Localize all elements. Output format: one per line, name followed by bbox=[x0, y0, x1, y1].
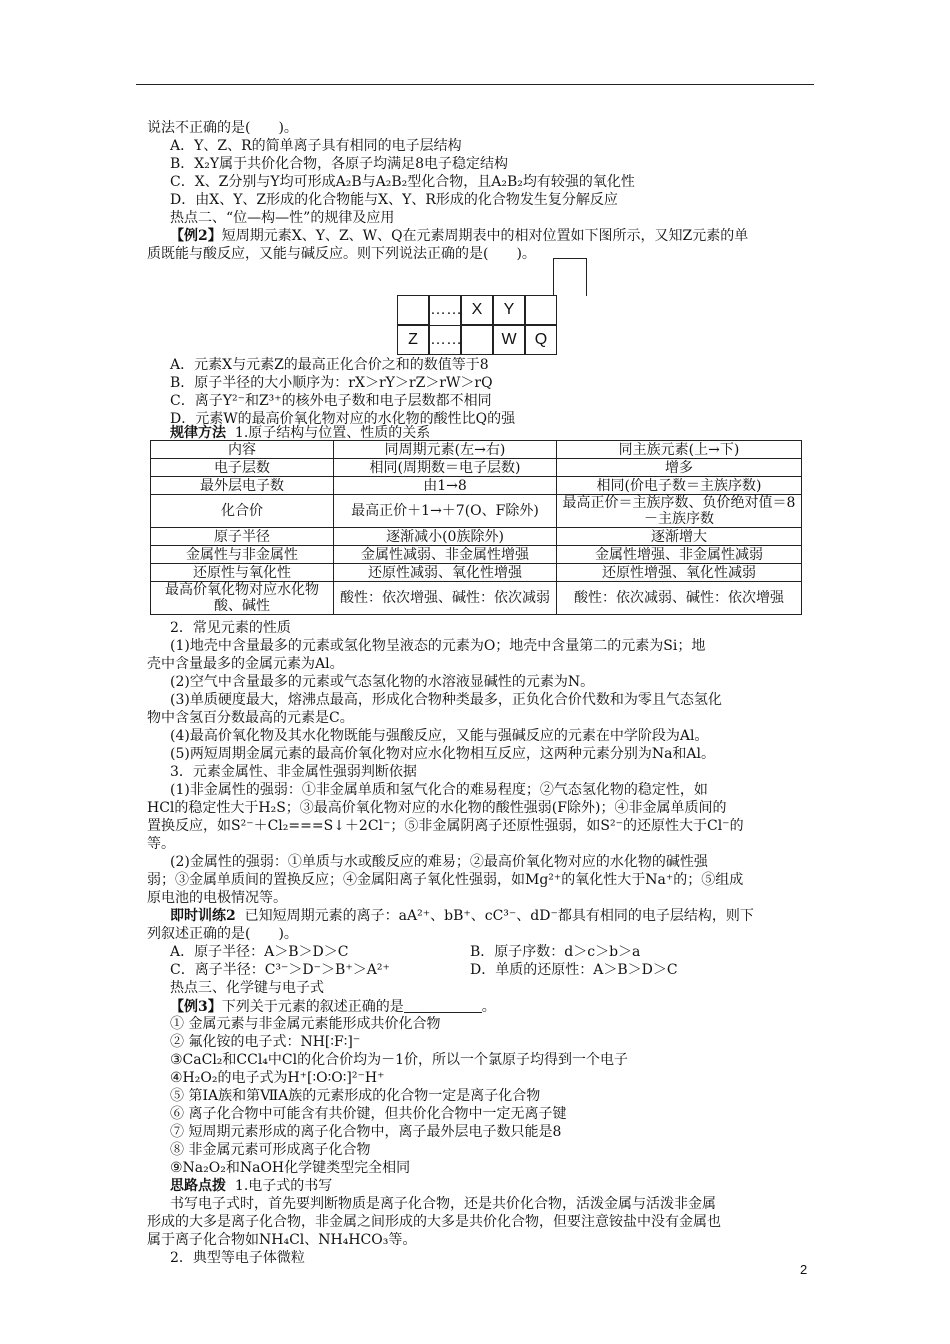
hotspot-3-heading: 热点三、化学键与电子式 bbox=[170, 980, 324, 996]
grid-cell bbox=[461, 325, 493, 355]
table-cell: 逐渐减小(0族除外) bbox=[334, 528, 557, 546]
section-3-p2a: (2)金属性的强弱：①单质与水或酸反应的难易；②最高价氧化物对应的水化物的碱性强 bbox=[170, 854, 708, 870]
table-cell: 最高价氧化物对应水化物酸、碱性 bbox=[151, 582, 334, 615]
table-cell: 最高正价＝主族序数、负价绝对值＝8－主族序数 bbox=[557, 495, 802, 528]
example-2-option-c: C．离子Y²⁻和Z³⁺的核外电子数和电子层数都不相同 bbox=[170, 393, 492, 409]
grid-cell-w: W bbox=[493, 325, 525, 355]
section-3-title: 3．元素金属性、非金属性强弱判断依据 bbox=[170, 764, 417, 780]
table-cell: 还原性减弱、氧化性增强 bbox=[334, 564, 557, 582]
example-3-item-3: ③CaCl₂和CCl₄中Cl的化合价均为－1价，所以一个氯原子均得到一个电子 bbox=[170, 1052, 629, 1068]
practice-2-text: 已知短周期元素的离子：aA²⁺、bB⁺、cC³⁻、dD⁻都具有相同的电子层结构，则下 bbox=[244, 908, 754, 924]
tips-heading bbox=[170, 1178, 332, 1195]
question-intro: 说法不正确的是( )。 bbox=[147, 120, 298, 136]
section-2-p1a: (1)地壳中含量最多的元素或氢化物呈液态的元素为O；地壳中含量第二的元素为Si；地 bbox=[170, 638, 706, 654]
example-3-item-6: ⑥ 离子化合物中可能含有共价键，但共价化合物中一定无离子键 bbox=[170, 1106, 567, 1122]
section-2-p4: (4)最高价氧化物及其水化物既能与强酸反应，又能与强碱反应的元素在中学阶段为Al。 bbox=[170, 728, 709, 744]
example-2-option-d: D．元素W的最高价氧化物对应的水化物的酸性比Q的强 bbox=[170, 411, 516, 427]
example-3-item-5: ⑤ 第ⅠA族和第ⅦA族的元素形成的化合物一定是离子化合物 bbox=[170, 1088, 541, 1104]
table-cell: 酸性：依次减弱、碱性：依次增强 bbox=[557, 582, 802, 615]
table-cell: 最外层电子数 bbox=[151, 477, 334, 495]
table-cell: 相同(周期数＝电子层数) bbox=[334, 459, 557, 477]
practice-2-line2: 列叙述正确的是( )。 bbox=[147, 926, 298, 942]
example-3-stem bbox=[170, 998, 496, 1016]
option-a: A．Y、Z、R的简单离子具有相同的电子层结构 bbox=[170, 138, 462, 154]
practice-2-option-c: C．离子半径：C³⁻＞D⁻＞B⁺＞A²⁺ bbox=[170, 962, 390, 978]
table-cell: 化合价 bbox=[151, 495, 334, 528]
grid-top-cell bbox=[553, 258, 587, 296]
practice-2-tag: 即时训练2 bbox=[170, 908, 236, 924]
tips-tag: 思路点拨 bbox=[170, 1178, 226, 1194]
table-row bbox=[151, 477, 802, 495]
answer-blank bbox=[404, 998, 482, 1013]
table-cell: 金属性减弱、非金属性增强 bbox=[334, 546, 557, 564]
practice-2-option-d: D．单质的还原性：A＞B＞D＞C bbox=[470, 962, 678, 978]
section-2-p2: (2)空气中含量最多的元素或气态氢化物的水溶液显碱性的元素为N。 bbox=[170, 674, 595, 690]
section-2-title: 2．常见元素的性质 bbox=[170, 620, 291, 636]
example-2-tag: 【例2】 bbox=[170, 228, 222, 244]
table-cell: 逐渐增大 bbox=[557, 528, 802, 546]
table-cell: 酸性：依次增强、碱性：依次减弱 bbox=[334, 582, 557, 615]
example-3-item-2: ② 氟化铵的电子式：NH[∶F∶]⁻ bbox=[170, 1034, 361, 1050]
practice-2-option-b: B．原子序数：d＞c＞b＞a bbox=[470, 944, 641, 960]
table-row bbox=[151, 459, 802, 477]
section-3-p1d: 等。 bbox=[147, 836, 175, 852]
table-cell: 原子半径 bbox=[151, 528, 334, 546]
example-2-option-a: A．元素X与元素Z的最高正化合价之和的数值等于8 bbox=[170, 357, 489, 373]
table-cell: 金属性增强、非金属性减弱 bbox=[557, 546, 802, 564]
section-2-p5: (5)两短周期金属元素的最高价氧化物对应水化物相互反应，这两种元素分别为Na和Al。 bbox=[170, 746, 716, 762]
section-2-p3a: (3)单质硬度最大，熔沸点最高，形成化合物种类最多，正负化合价代数和为零且气态氢化 bbox=[170, 692, 722, 708]
periodic-table-grid bbox=[397, 295, 557, 355]
example-3-item-1: ① 金属元素与非金属元素能形成共价化合物 bbox=[170, 1016, 441, 1032]
table-cell: 同周期元素(左→右) bbox=[334, 441, 557, 459]
example-2-line2 bbox=[147, 246, 536, 263]
page-number: 2 bbox=[800, 1262, 808, 1277]
header-rule bbox=[136, 84, 814, 85]
table-row bbox=[151, 546, 802, 564]
section-3-p2c: 原电池的电极情况等。 bbox=[147, 890, 287, 906]
rules-table bbox=[150, 440, 802, 615]
table-cell: 电子层数 bbox=[151, 459, 334, 477]
example-2-option-b: B．原子半径的大小顺序为：rX＞rY＞rZ＞rW＞rQ bbox=[170, 375, 493, 391]
grid-cell-y: Y bbox=[493, 295, 525, 325]
example-2-text: 短周期元素X、Y、Z、W、Q在元素周期表中的相对位置如下图所示，又知Z元素的单 bbox=[221, 228, 749, 244]
example-3-item-4: ④H₂O₂的电子式为H⁺[∶O∶O∶]²⁻H⁺ bbox=[170, 1070, 385, 1086]
grid-cell-dots: …… bbox=[429, 295, 461, 325]
example-2-text2: 质既能与酸反应，又能与碱反应。则下列说法正确的是( )。 bbox=[147, 246, 536, 262]
example-3-item-8: ⑧ 非金属元素可形成离子化合物 bbox=[170, 1142, 371, 1158]
rules-tag: 规律方法 bbox=[170, 425, 226, 441]
grid-cell-dots: …… bbox=[429, 325, 461, 355]
table-cell: 增多 bbox=[557, 459, 802, 477]
table-row bbox=[151, 564, 802, 582]
grid-cell bbox=[525, 295, 557, 325]
option-b: B．X₂Y属于共价化合物，各原子均满足8电子稳定结构 bbox=[170, 156, 509, 172]
table-cell: 最高正价＋1→＋7(O、F除外) bbox=[334, 495, 557, 528]
table-cell: 相同(价电子数＝主族序数) bbox=[557, 477, 802, 495]
tips-p1a: 书写电子式时，首先要判断物质是离子化合物，还是共价化合物，活泼金属与活泼非金属 bbox=[170, 1196, 716, 1212]
hotspot-2-heading: 热点二、“位—构—性”的规律及应用 bbox=[170, 210, 395, 226]
example-3-tag: 【例3】 bbox=[170, 999, 222, 1015]
table-cell: 内容 bbox=[151, 441, 334, 459]
section-2-p1b: 壳中含量最多的金属元素为Al。 bbox=[147, 656, 344, 672]
section-3-p1c: 置换反应，如S²⁻＋Cl₂===S↓＋2Cl⁻；⑤非金属阴离子还原性强弱，如S²⁻的还原性大于Cl⁻的 bbox=[147, 818, 744, 834]
tips-p1b: 形成的大多是离子化合物，非金属之间形成的大多是共价化合物，但要注意铵盐中没有金属也 bbox=[147, 1214, 721, 1230]
grid-cell-z: Z bbox=[397, 325, 429, 355]
tips-title: 1.电子式的书写 bbox=[234, 1178, 333, 1194]
practice-2-line1 bbox=[170, 908, 754, 925]
table-cell: 由1→8 bbox=[334, 477, 557, 495]
option-d: D．由X、Y、Z形成的化合物能与X、Y、R形成的化合物发生复分解反应 bbox=[170, 192, 618, 208]
table-cell: 还原性与氧化性 bbox=[151, 564, 334, 582]
grid-cell-x: X bbox=[461, 295, 493, 325]
table-cell: 同主族元素(上→下) bbox=[557, 441, 802, 459]
tips-p1c: 属于离子化合物如NH₄Cl、NH₄HCO₃等。 bbox=[147, 1232, 417, 1248]
section-3-p1b: HCl的稳定性大于H₂S；③最高价氧化物对应的水化物的酸性强弱(F除外)；④非金属单质间的 bbox=[147, 800, 727, 816]
table-cell: 还原性增强、氧化性减弱 bbox=[557, 564, 802, 582]
practice-2-option-a: A．原子半径：A＞B＞D＞C bbox=[170, 944, 349, 960]
grid-cell-q: Q bbox=[525, 325, 557, 355]
table-row bbox=[151, 528, 802, 546]
table-row bbox=[151, 582, 802, 615]
option-c: C．X、Z分别与Y均可形成A₂B与A₂B₂型化合物，且A₂B₂均有较强的氧化性 bbox=[170, 174, 635, 190]
example-3-text: 下列关于元素的叙述正确的是 bbox=[221, 999, 404, 1015]
table-row bbox=[151, 441, 802, 459]
section-3-p2b: 弱；③金属单质间的置换反应；④金属阳离子氧化性强弱，如Mg²⁺的氧化性大于Na⁺的；⑤组成 bbox=[147, 872, 744, 888]
table-cell: 金属性与非金属性 bbox=[151, 546, 334, 564]
example-3-item-9: ⑨Na₂O₂和NaOH化学键类型完全相同 bbox=[170, 1160, 411, 1176]
section-2-p3b: 物中含氢百分数最高的元素是C。 bbox=[147, 710, 354, 726]
tips-p2: 2．典型等电子体微粒 bbox=[170, 1250, 305, 1266]
table-row bbox=[151, 495, 802, 528]
example-2-line1 bbox=[170, 228, 748, 245]
grid-cell bbox=[397, 295, 429, 325]
section-3-p1a: (1)非金属性的强弱：①非金属单质和氢气化合的难易程度；②气态氢化物的稳定性，如 bbox=[170, 782, 708, 798]
rules-title: 1.原子结构与位置、性质的关系 bbox=[234, 425, 431, 441]
example-3-end: 。 bbox=[481, 999, 496, 1015]
example-3-item-7: ⑦ 短周期元素形成的离子化合物中，离子最外层电子数只能是8 bbox=[170, 1124, 562, 1140]
